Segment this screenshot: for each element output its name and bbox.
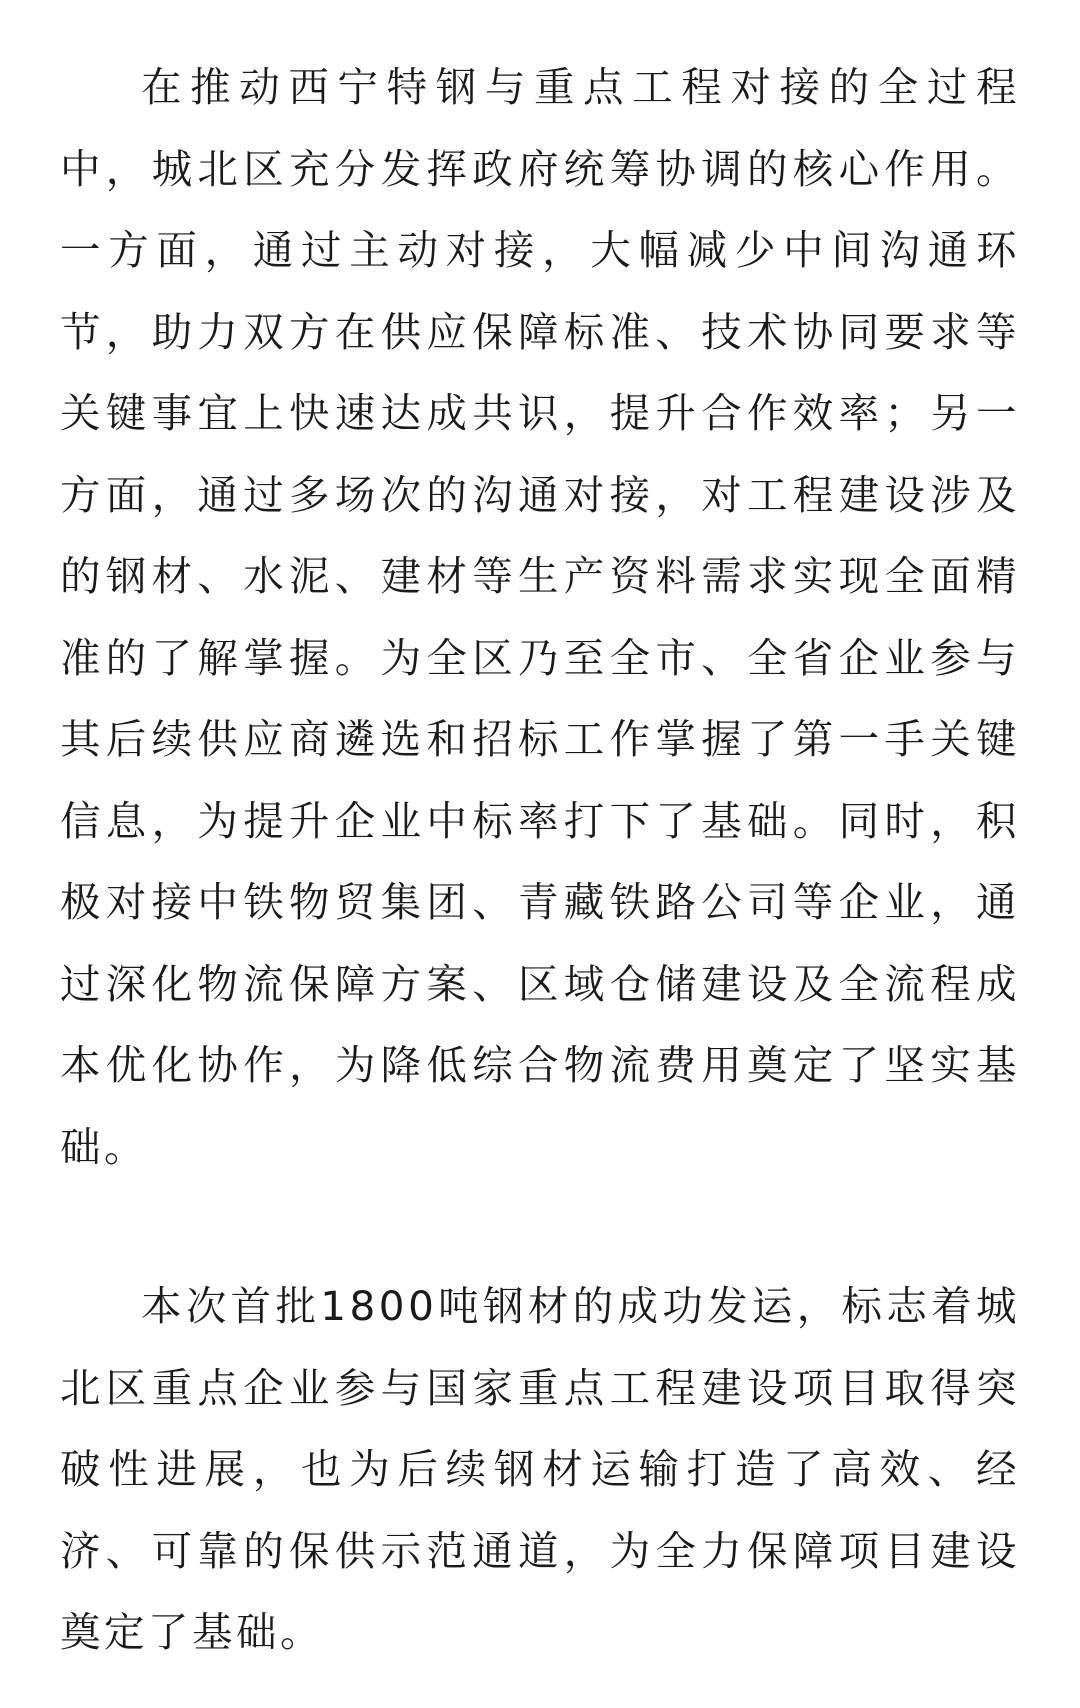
article-body (60, 47, 1020, 1674)
paragraph-first-shipment: 本次首批1800吨钢材的成功发运，标志着城北区重点企业参与国家重点工程建设项目取得突破性进展，也为后续钢材运输打造了高效、经济、可靠的保供示范通道，为全力保障项目建设奠定了基础。 (60, 1282, 1020, 1656)
paragraph-spacer (60, 1188, 1020, 1266)
paragraph-coordination: 在推动西宁特钢与重点工程对接的全过程中，城北区充分发挥政府统筹协调的核心作用。一方面，通过主动对接，大幅减少中间沟通环节，助力双方在供应保障标准、技术协同要求等关键事宜上快速达成共识，提升合作效率；另一方面，通过多场次的沟通对接，对工程建设涉及的钢材、水泥、建材等生产资料需求实现全面精准的了解掌握。为全区乃至全市、全省企业参与其后续供应商遴选和招标工作掌握了第一手关键信息，为提升企业中标率打下了基础。同时，积极对接中铁物贸集团、青藏铁路公司等企业，通过深化物流保障方案、区域仓储建设及全流程成本优化协作，为降低综合物流费用奠定了坚实基础。 (60, 63, 1020, 1171)
